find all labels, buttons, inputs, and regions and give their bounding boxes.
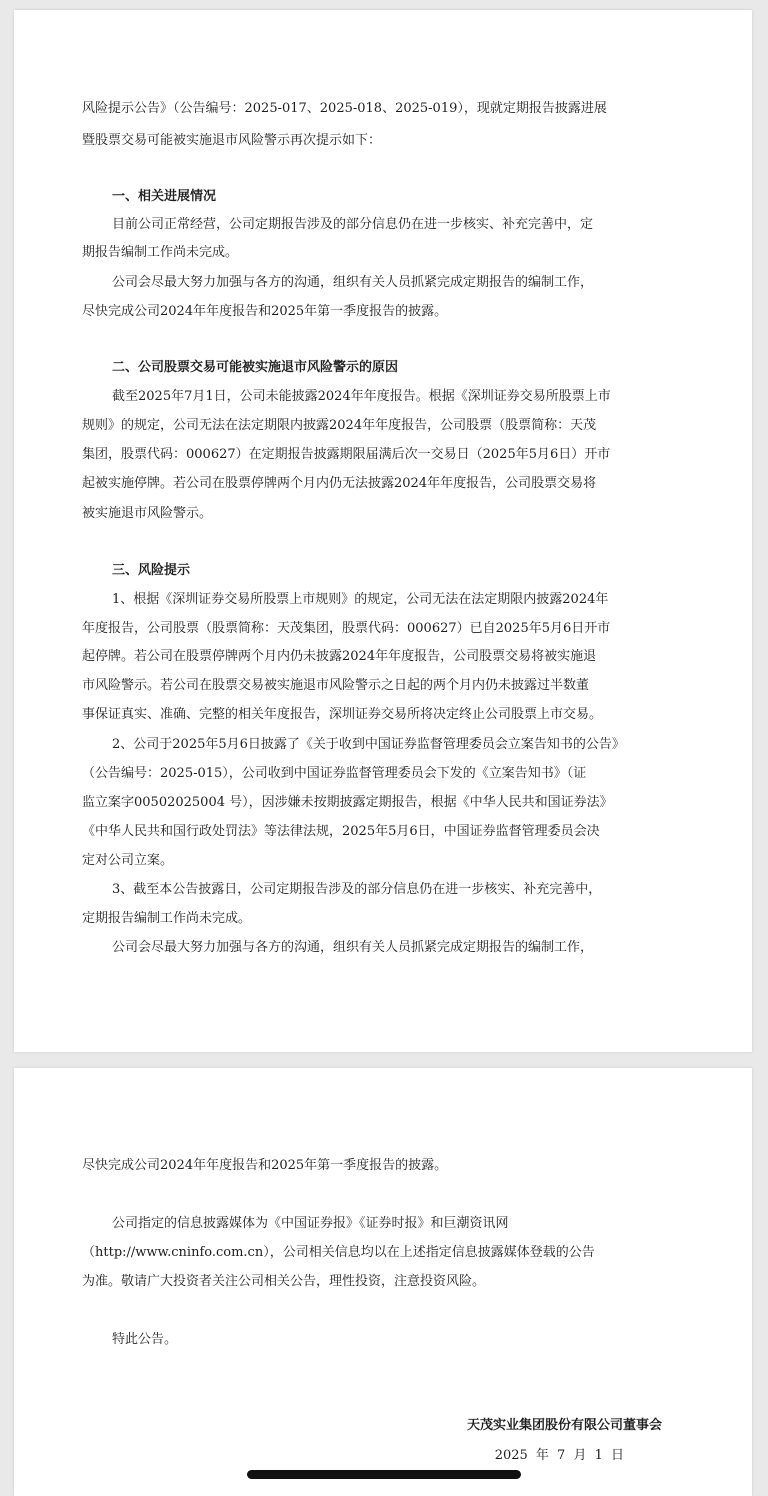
signature-date: 2025 年 7 月 1 日 — [494, 1448, 624, 1463]
intro-line-1: 风险提示公告》（公告编号：2025-017、2025-018、2025-019），现就定期报告披露进展 — [82, 101, 607, 116]
section-3-p2-line-2: （公告编号：2025-015），公司收到中国证券监督管理委员会下发的《立案告知书》（证 — [82, 766, 587, 781]
section-3-p2-line-3: 监立案字00502025004 号），因涉嫌未按期披露定期报告，根据《中华人民共和国证券法》 — [82, 795, 613, 810]
media-line-2: （http://www.cninfo.com.cn），公司相关信息均以在上述指定信息披露媒体登载的公告 — [82, 1245, 595, 1260]
closing-text: 特此公告。 — [112, 1332, 178, 1347]
section-2-p1-line-3: 集团，股票代码：000627）在定期报告披露期限届满后次一交易日（2025年5月6日）开市 — [82, 447, 611, 462]
section-2-heading: 二、公司股票交易可能被实施退市风险警示的原因 — [112, 360, 399, 375]
media-line-3: 为准。敬请广大投资者关注公司相关公告，理性投资，注意投资风险。 — [82, 1274, 486, 1289]
section-1-p1-line-2: 期报告编制工作尚未完成。 — [82, 245, 239, 260]
section-3-p2-line-4: 《中华人民共和国行政处罚法》等法律法规，2025年5月6日，中国证券监督管理委员会决 — [82, 824, 600, 839]
continuation-line: 尽快完成公司2024年年度报告和2025年第一季度报告的披露。 — [82, 1158, 448, 1173]
section-3-p1-line-3: 起停牌。若公司在股票停牌两个月内仍未披露2024年年度报告，公司股票交易将被实施退 — [82, 649, 597, 664]
section-3-p3-line-2: 定期报告编制工作尚未完成。 — [82, 911, 252, 926]
section-2-p1-line-5: 被实施退市风险警示。 — [82, 506, 213, 521]
section-1-p2-line-1: 公司会尽最大努力加强与各方的沟通，组织有关人员抓紧完成定期报告的编制工作， — [112, 275, 594, 290]
intro-line-2: 暨股票交易可能被实施退市风险警示再次提示如下： — [82, 133, 382, 148]
section-3-p1-line-5: 事保证真实、准确、完整的相关年度报告，深圳证券交易所将决定终止公司股票上市交易。 — [82, 707, 603, 722]
section-2-p1-line-4: 起被实施停牌。若公司在股票停牌两个月内仍无法披露2024年年度报告，公司股票交易将 — [82, 476, 597, 491]
section-1-heading: 一、相关进展情况 — [112, 189, 217, 204]
signature-company: 天茂实业集团股份有限公司董事会 — [466, 1418, 662, 1433]
section-1-p2-line-2: 尽快完成公司2024年年度报告和2025年第一季度报告的披露。 — [82, 304, 448, 319]
media-line-1: 公司指定的信息披露媒体为《中国证券报》《证券时报》和巨潮资讯网 — [112, 1216, 509, 1231]
section-3-p1-line-2: 年度报告，公司股票（股票简称：天茂集团，股票代码：000627）已自2025年5月6日开市 — [82, 621, 611, 636]
section-3-p4-line-1: 公司会尽最大努力加强与各方的沟通，组织有关人员抓紧完成定期报告的编制工作， — [112, 940, 594, 955]
section-3-p1-line-1: 1、根据《深圳证券交易所股票上市规则》的规定，公司无法在法定期限内披露2024年 — [112, 592, 609, 607]
section-3-heading: 三、风险提示 — [112, 563, 191, 578]
section-3-p2-line-5: 定对公司立案。 — [82, 853, 174, 868]
section-3-p1-line-4: 市风险警示。若公司在股票交易被实施退市风险警示之日起的两个月内仍未披露过半数董 — [82, 678, 590, 693]
section-2-p1-line-1: 截至2025年7月1日，公司未能披露2024年年度报告。根据《深圳证券交易所股票上市 — [112, 389, 611, 404]
home-indicator[interactable] — [247, 1470, 521, 1479]
section-3-p3-line-1: 3、截至本公告披露日，公司定期报告涉及的部分信息仍在进一步核实、补充完善中， — [112, 882, 602, 897]
section-1-p1-line-1: 目前公司正常经营，公司定期报告涉及的部分信息仍在进一步核实、补充完善中，定 — [112, 217, 594, 232]
section-2-p1-line-2: 规则》的规定，公司无法在法定期限内披露2024年年度报告，公司股票（股票简称：天茂 — [82, 418, 597, 433]
document-page-2 — [14, 1068, 752, 1496]
section-3-p2-line-1: 2、公司于2025年5月6日披露了《关于收到中国证券监督管理委员会立案告知书的公告》 — [112, 737, 625, 752]
document-page-1 — [14, 10, 752, 1052]
